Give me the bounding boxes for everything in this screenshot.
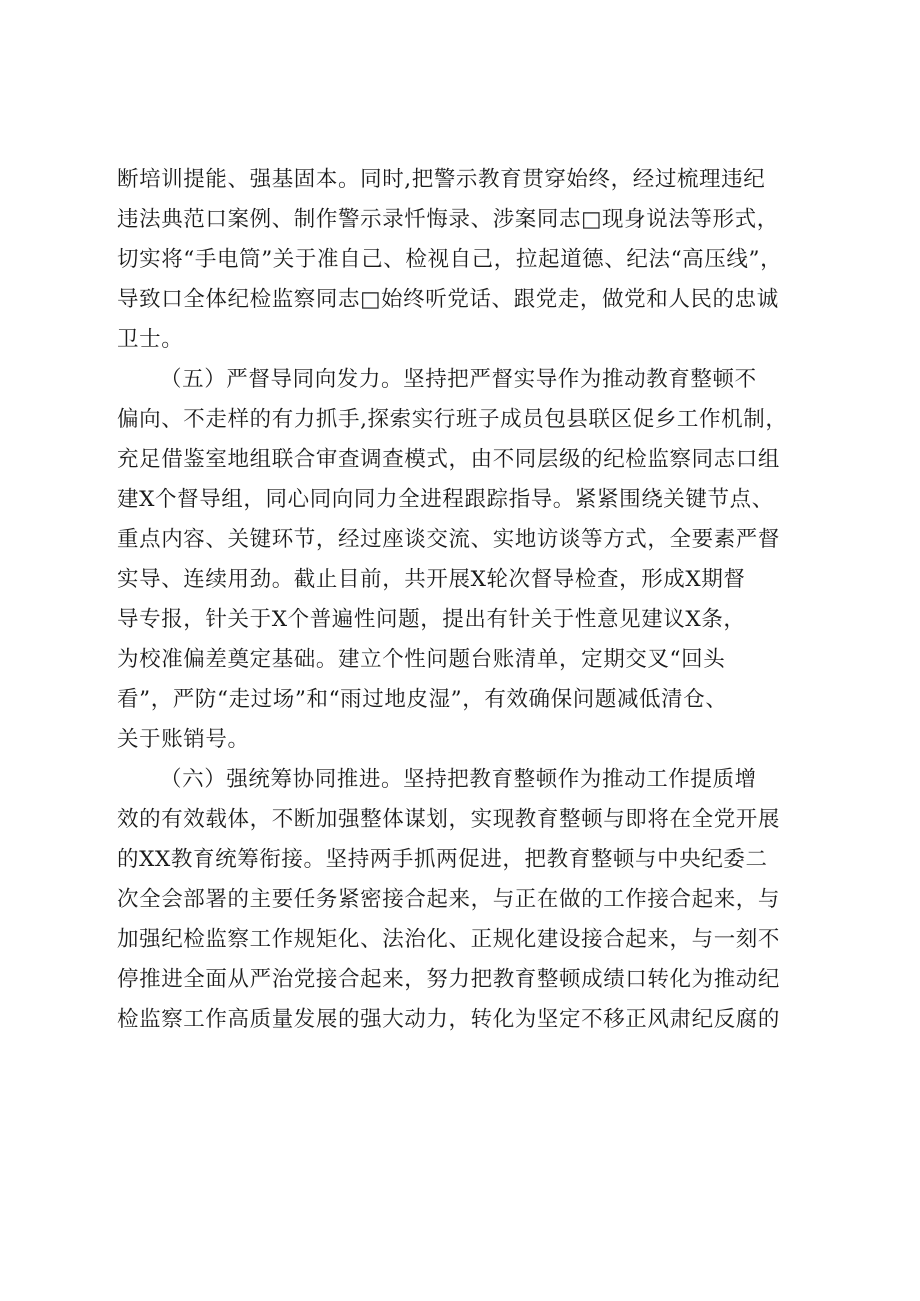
document-body bbox=[117, 160, 820, 1040]
text-line: 建X个督导组，同心同向同力全进程跟踪指导。紧紧围绕关键节点、 bbox=[117, 487, 774, 512]
text-line: 看”，严防“走过场”和“雨过地皮湿”，有效确保问题减低清仓、 bbox=[117, 687, 728, 712]
text-line: 重点内容、关键环节，经过座谈交流、实地访谈等方式，全要素严督 bbox=[117, 527, 781, 552]
text-line: 停推进全面从严治党接合起来，努力把教育整顿成绩口转化为推动纪 bbox=[117, 967, 781, 992]
text-line: 关于账销号。 bbox=[117, 727, 250, 752]
text-line: 效的有效载体，不断加强整体谋划，实现教育整顿与即将在全党开展 bbox=[117, 807, 781, 832]
section-heading-line: （六）强统筹协同推进。坚持把教育整顿作为推动工作提质增 bbox=[160, 767, 757, 792]
paragraph-section-five bbox=[117, 360, 820, 760]
text-line: 实导、连续用劲。截止目前，共开展X轮次督导检查，形成X期督 bbox=[117, 567, 746, 592]
text-line: 切实将“手电筒”关于准自己、检视自己，拉起道德、纪法“高压线”， bbox=[117, 247, 783, 272]
text-line: 充足借鉴室地组联合审查调查模式，由不同层级的纪检监察同志口组 bbox=[117, 447, 781, 472]
text-line: 为校准偏差奠定基础。建立个性问题台账清单，定期交叉“回头 bbox=[117, 647, 726, 672]
text-line: 违法典范口案例、制作警示录忏悔录、涉案同志□现身说法等形式， bbox=[117, 207, 779, 232]
text-line: 偏向、不走样的有力抓手,探索实行班子成员包县联区促乡工作机制， bbox=[117, 407, 788, 432]
text-line: 检监察工作高质量发展的强大动力，转化为坚定不移正风肃纪反腐的 bbox=[117, 1007, 781, 1032]
text-line: 导致口全体纪检监察同志□始终听党话、跟党走，做党和人民的忠诚 bbox=[117, 287, 779, 312]
paragraph-section-six bbox=[117, 760, 820, 1040]
text-line: 卫士。 bbox=[117, 327, 184, 352]
section-heading-line: （五）严督导同向发力。坚持把严督实导作为推动教育整顿不 bbox=[160, 367, 757, 392]
text-line: 断培训提能、强基固本。同时,把警示教育贯穿始终，经过梳理违纪 bbox=[117, 167, 766, 192]
text-line: 导专报，针关于X个普遍性问题，提出有针关于性意见建议X条， bbox=[117, 607, 746, 632]
text-line: 加强纪检监察工作规矩化、法治化、正规化建设接合起来，与一刻不 bbox=[117, 927, 781, 952]
paragraph-continuation bbox=[117, 160, 820, 360]
text-line: 次全会部署的主要任务紧密接合起来，与正在做的工作接合起来，与 bbox=[117, 887, 781, 912]
text-line: 的XX教育统筹衔接。坚持两手抓两促进，把教育整顿与中央纪委二 bbox=[117, 847, 768, 872]
